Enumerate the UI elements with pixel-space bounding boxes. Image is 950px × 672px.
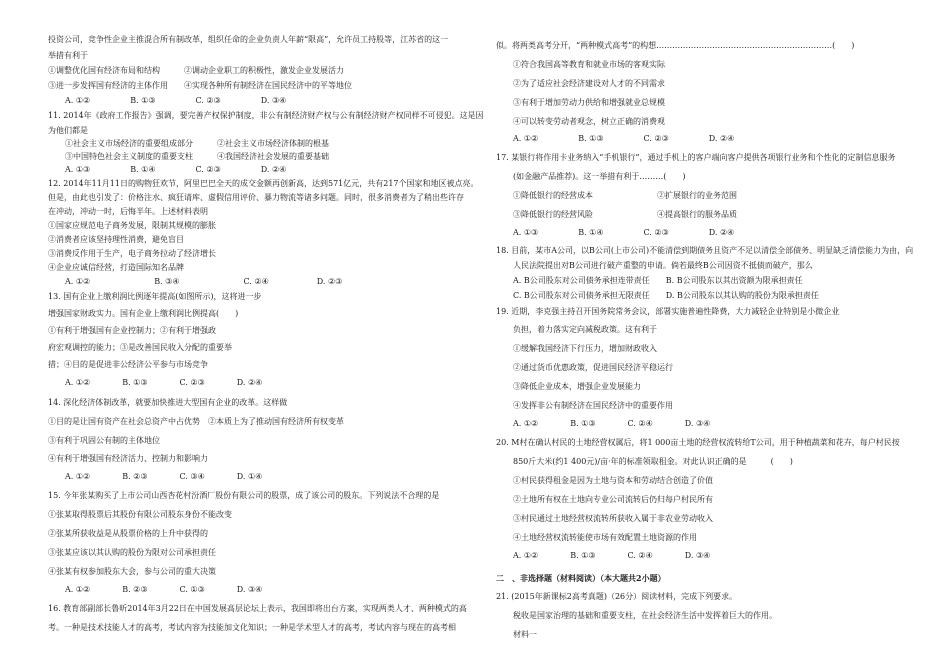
text-line: ④有利于增强国有经济活力、控制力和影响力 <box>48 454 208 463</box>
text-line: A. ①③ B. ①④ C. ②③ D. ②④ <box>513 228 735 237</box>
text-line: 11. 2014年《政府工作报告》强调，要完善产权保护制度，非公有制经济财产权与公有制经济财产权同样不可侵犯。这是因 <box>48 111 484 120</box>
text-line: ③消费反作用于生产，电子商务拉动了经济增长 <box>48 249 216 258</box>
text-line: 似。将两类高考分开，“两种模式高考”的构想…………………………………………………………( ) <box>496 41 855 50</box>
text-line: 考。一种是技术技能人才的高考，考试内容为技能加文化知识；一种是学术型人才的高考，考试内容与现在的高考相 <box>48 623 456 632</box>
text-line: A. ①② B. ①③ C. ②③ D. ③④ <box>65 96 287 105</box>
text-line: ④可以转变劳动者观念，树立正确的消费观 <box>513 117 665 126</box>
text-line: 但是，由此也引发了：价格注水、疯狂请库、虚假信用评价、暴力物流等诸多问题。同时，很多消费者为了稍出些许存 <box>48 193 464 202</box>
text-line: A. B公司股东对公司债务承担连带责任 B. B公司股东以其出资额为限承担责任 <box>513 276 803 285</box>
text-line: A. ①② B. ②③ C. ①③ D. ③④ <box>65 585 263 594</box>
text-line: 16. 教育部副部长鲁昕2014年3月22日在中国发展高层论坛上表示，我国即将出台方案，实现两类人才、两种模式的高 <box>48 604 467 613</box>
text-line: ③降低银行的经营风险 ④提高银行的服务品质 <box>513 210 737 219</box>
text-line: ③进一步发挥国有经济的主体作用 ④实现各种所有制经济在国民经济中的平等地位 <box>48 81 352 90</box>
text-line: C. B公司股东对公司债务承担无限责任 D. B公司股东以其认购的股份为限承担责任 <box>513 291 819 300</box>
text-line: ①国家应规范电子商务发展，限制其规模的膨胀 <box>48 221 216 230</box>
text-line: ②通过货币优惠政策，促进国民经济平稳运行 <box>513 363 673 372</box>
text-line: ①调整优化国有经济布局和结构 ②调动企业职工的积极性，激发企业发展活力 <box>48 66 344 75</box>
text-line: 举措有利于 <box>48 51 88 60</box>
text-line: ④张某有权参加股东大会，参与公司的重大决策 <box>48 567 216 576</box>
text-line: ③有利于增加劳动力供给和增强就业总规模 <box>513 98 665 107</box>
text-line: 税收是国家治理的基础和重要支柱，在社会经济生活中发挥着巨大的作用。 <box>513 611 777 620</box>
text-line: 为他们都是 <box>48 126 88 135</box>
text-line: ①村民获得租金是因为土地与资本和劳动结合创造了价值 <box>513 476 713 485</box>
text-line: A. ①② B. ①③ C. ②④ D. ③④ <box>513 551 711 560</box>
text-line: 12. 2014年11月11日的购物狂欢节，阿里巴巴全天的成交金额再创新高，达到571亿元，共有217个国家和地区被点亮。 <box>48 179 479 188</box>
text-line: ①缓解我国经济下行压力，增加财政收入 <box>513 344 657 353</box>
text-line: ①张某取得股票后其股份有限公司股东身份不能改变 <box>48 510 232 519</box>
text-line: 14. 深化经济体制改革，就要加快推进大型国有企业的改革。这样做 <box>48 398 288 407</box>
text-line: 13. 国有企业上缴利润比例逐年提高(如图所示)，这将进一步 <box>48 292 262 301</box>
text-line: ①目的是让国有资产在社会总资产中占优势 ②本质上为了推动国有经济所有权变革 <box>48 417 344 426</box>
text-line: 15. 今年张某购买了上市公司山西杏花村汾酒厂股份有限公司的股票，成了该公司的股东。下列说法不合理的是 <box>48 491 440 500</box>
text-line: 投资公司，竞争性企业主推混合所有制改革，组织任命的企业负责人年薪“限高”，允许员工持股等，江苏省的这一 <box>48 35 449 44</box>
text-line: ①降低银行的经营成本 ②扩展银行的业务范围 <box>513 191 737 200</box>
section-heading: 二 、非选择题（材料阅读）（本大题共2小题） <box>496 573 666 583</box>
text-line: A. ①② B. ①③ C. ②③ D. ②④ <box>513 134 735 143</box>
text-line: ③中国特色社会主义制度的重要支柱 ④我国经济社会发展的重要基础 <box>65 152 329 161</box>
text-line: A. ①② B. ①③ C. ②③ D. ②④ <box>65 378 263 387</box>
text-line: A. ①② B. ①③ C. ②④ D. ③④ <box>513 419 711 428</box>
text-line: 负担，着力落实定向减税政策。这有利于 <box>513 325 657 334</box>
text-line: 增强国家财政实力。国有企业上缴利润比例提高( ) <box>48 309 239 318</box>
text-line: 材料一 <box>513 630 537 639</box>
text-line: ②消费者应该坚持理性消费，避免盲目 <box>48 235 184 244</box>
text-line: 21. (2015年新课标2高考真题)（26分）阅读材料，完成下列要求。 <box>496 592 738 601</box>
text-line: ②张某所获收益是从股票价格的上升中获得的 <box>48 529 208 538</box>
text-line: ②为了适应社会经济建设对人才的不同需求 <box>513 79 665 88</box>
text-line: ①符合我国高等教育和就业市场的客观实际 <box>513 60 665 69</box>
text-line: 在冲动，冲动一时，后悔半年。上述材料表明 <box>48 207 208 216</box>
text-line: ④发挥非公有制经济在国民经济中的重要作用 <box>513 401 673 410</box>
text-line: ①有利于增强国有企业控制力；②有利于增强政 <box>48 326 216 335</box>
text-line: A. ①③ B. ①④ C. ②③ D. ②④ <box>65 165 287 174</box>
text-line: ②土地所有权在土地向专业公司流转后仍归每户村民所有 <box>513 495 713 504</box>
text-line: ④企业应诚信经营，打造国际知名品牌 <box>48 263 184 272</box>
text-line: 18. 目前，某市A公司，以B公司(上市公司)不能清偿到期债务且资产不足以清偿全部债务、明显缺乏清偿能力为由，向 <box>496 246 914 255</box>
text-line: A. ①② B. ③④ C. ②④ D. ②③ <box>65 277 343 286</box>
text-line: (如金融产品推荐)。这一举措有利于………( ) <box>513 172 686 181</box>
text-line: 府宏观调控的能力；③是改善国民收入分配的重要举 <box>48 343 232 352</box>
text-line: 措；④目的是促进非公经济公平参与市场竞争 <box>48 360 208 369</box>
text-line: ③降低企业成本，增强企业发展能力 <box>513 382 641 391</box>
text-line: 20. M村在确认村民的土地经营权属后，将1 000亩土地的经营权流转给T公司，用于种植蔬菜和花卉，每户村民按 <box>496 438 900 447</box>
text-line: ③有利于巩固公有制的主体地位 <box>48 436 160 445</box>
text-line: 人民法院提出对B公司进行破产重整的申请。倘若最终B公司因资不抵债而破产，那么 <box>513 261 813 270</box>
text-line: 17. 某银行将作用卡业务纳入“手机银行”，通过手机上的客户端向客户提供各项银行业务和个性化的定制信息服务 <box>496 153 896 162</box>
text-line: ①社会主义市场经济的重要组成部分 ②社会主义市场经济体制的根基 <box>65 139 329 148</box>
text-line: 850斤大米(约1 400元)/亩·年的标准领取租金。对此认识正确的是 ( ) <box>513 457 793 466</box>
text-line: A. ①② B. ②③ C. ③④ D. ①④ <box>65 472 263 481</box>
text-line: 19. 近期，李克强主持召开国务院常务会议，部署实施普遍性降费，大力减轻企业特别是小微企业 <box>496 307 840 316</box>
text-line: ③村民通过土地经营权流转所获收入属于非农业劳动收入 <box>513 514 713 523</box>
text-line: ③张某应该以其认购的股份为限对公司承担责任 <box>48 548 216 557</box>
text-line: ④土地经营权流转能使市场有效配置土地资源的作用 <box>513 533 697 542</box>
